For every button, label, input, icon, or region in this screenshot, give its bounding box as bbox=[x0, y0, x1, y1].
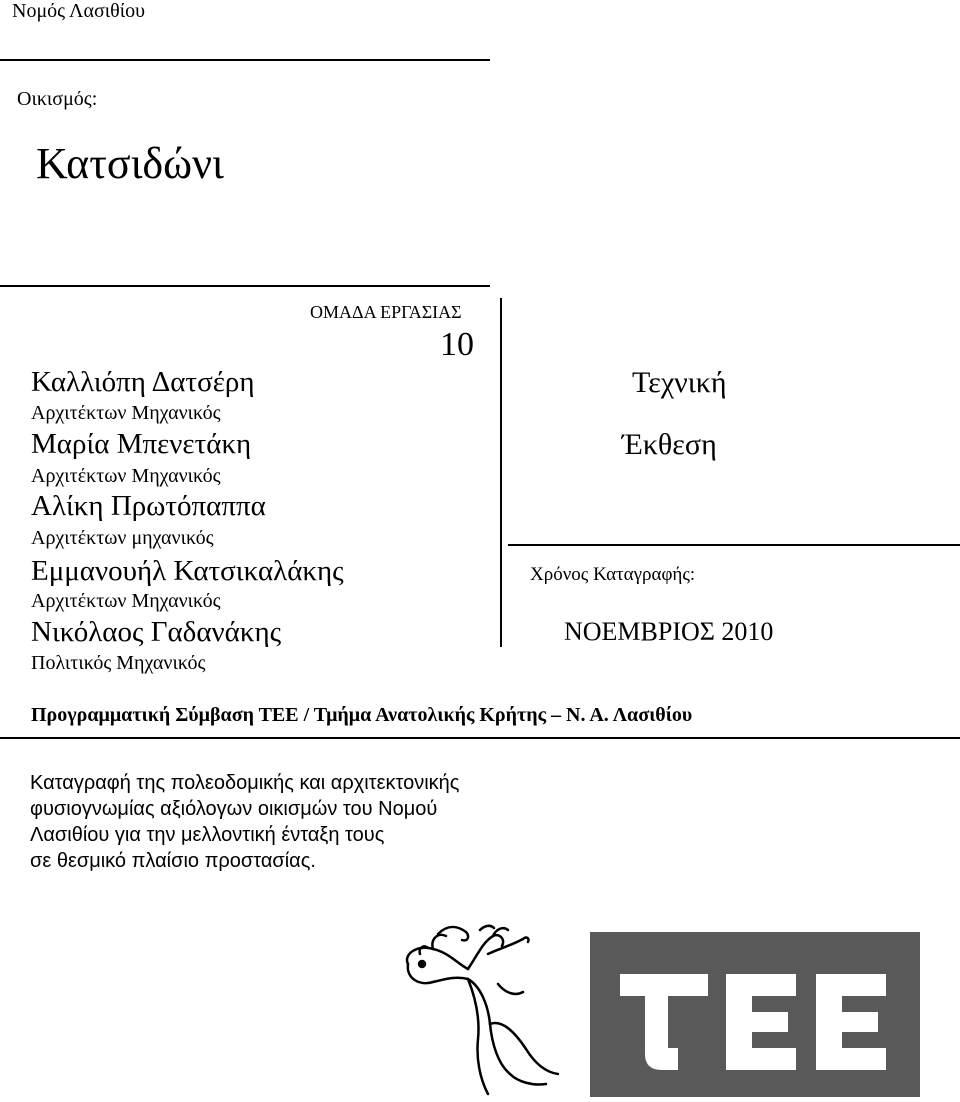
vertical-divider bbox=[500, 298, 502, 647]
member-name: Καλλιόπη Δατσέρη bbox=[31, 366, 255, 398]
member-title: Αρχιτέκτων Μηχανικός bbox=[31, 590, 221, 612]
report-title-line2: Έκθεση bbox=[622, 428, 717, 461]
member-title: Αρχιτέκτων μηχανικός bbox=[31, 527, 214, 549]
description-line: σε θεσμικό πλαίσιο προστασίας. bbox=[30, 850, 316, 872]
team-number: 10 bbox=[440, 326, 474, 363]
recording-date: ΝΟΕΜΒΡΙΟΣ 2010 bbox=[564, 617, 774, 646]
member-title: Πολιτικός Μηχανικός bbox=[31, 652, 206, 674]
program-agreement: Προγραμματική Σύμβαση ΤΕΕ / Τμήμα Ανατολικής Κρήτης – Ν. Α. Λασιθίου bbox=[31, 704, 693, 726]
member-title: Αρχιτέκτων Μηχανικός bbox=[31, 402, 221, 424]
bull-leaper-sketch bbox=[398, 924, 568, 1097]
member-name: Μαρία Μπενετάκη bbox=[31, 428, 252, 460]
description-line: Καταγραφή της πολεοδομικής και αρχιτεκτονικής bbox=[30, 772, 460, 794]
description-line: φυσιογνωμίας αξιόλογων οικισμών του Νομού bbox=[30, 798, 438, 820]
recording-time-label: Χρόνος Καταγραφής: bbox=[530, 564, 696, 585]
prefecture-label: Νομός Λασιθίου bbox=[12, 0, 145, 22]
member-name: Αλίκη Πρωτόπαππα bbox=[31, 490, 266, 522]
tee-logo bbox=[590, 932, 920, 1097]
description-line: Λασιθίου για την μελλοντική ένταξη τους bbox=[30, 824, 385, 846]
divider-bottom bbox=[0, 737, 960, 739]
divider-top bbox=[0, 59, 490, 61]
member-name: Νικόλαος Γαδανάκης bbox=[31, 616, 282, 648]
settlement-label: Οικισμός: bbox=[17, 88, 98, 110]
divider-middle bbox=[0, 285, 490, 287]
report-title-line1: Τεχνική bbox=[632, 366, 727, 399]
settlement-name: Κατσιδώνι bbox=[36, 139, 224, 188]
description bbox=[30, 770, 550, 874]
member-title: Αρχιτέκτων Μηχανικός bbox=[31, 465, 221, 487]
member-name: Εμμανουήλ Κατσικαλάκης bbox=[31, 555, 344, 587]
divider-right bbox=[508, 544, 960, 546]
team-label: ΟΜΑΔΑ ΕΡΓΑΣΙΑΣ bbox=[310, 302, 462, 322]
